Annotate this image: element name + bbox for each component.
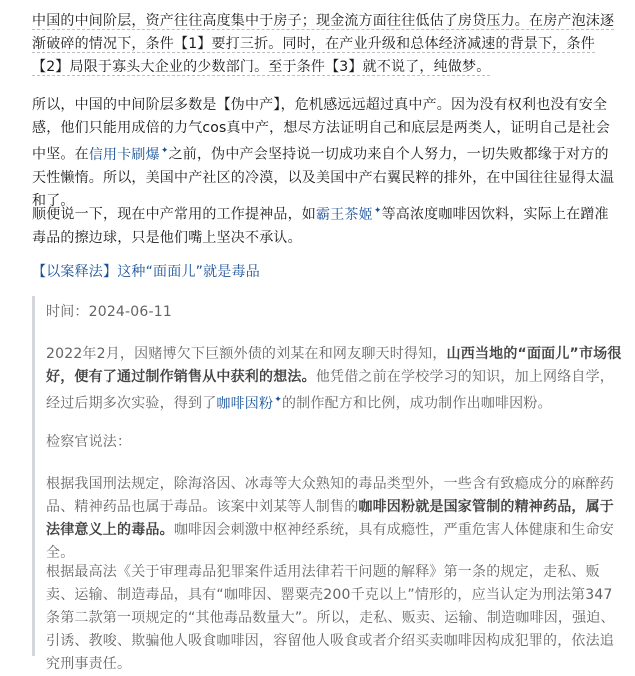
- quote-paragraph-3-bold: 咖啡因粉就是国家管制的精神药品，属于法律意义上的毒品。: [46, 499, 615, 538]
- credit-card-link[interactable]: [89, 147, 169, 163]
- intro-paragraph-3-text-b: 等高浓度咖啡因饮料，实际上在蹭准毒品的擦边球，只是他们嘴上坚决不承认。: [32, 206, 609, 246]
- intro-paragraph-1-text: 中国的中间阶层，资产往往高度集中于房子；现金流方面往往低估了房贷压力。在房产泡沫逐渐破碎的情况下，条件【1】要打三折。同时，在产业升级和总体经济减速的背景下，条件【2】局限于寡头大企业的少数部门。至于条件【3】就不说了，纯做梦。: [32, 13, 615, 75]
- credit-card-link-label[interactable]: 信用卡刷爆: [88, 146, 160, 163]
- quote-paragraph-2: 检察官说法：: [46, 434, 132, 450]
- quote-paragraph-3-text-a: 根据我国刑法规定，除海洛因、冰毒等大众熟知的毒品类型外，一些含有致瘾成分的麻醉药品、精神药品也属于毒品。该案中刘某等人制售的: [46, 476, 614, 515]
- quote-paragraph-3-text-b: 咖啡因会刺激中枢神经系统，具有成瘾性，严重危害人体健康和生命安全。: [46, 522, 615, 561]
- chagee-link[interactable]: [316, 207, 382, 223]
- quote-paragraph-1-text-c: 的制作配方和比例，成功制作出咖啡因粉。: [281, 395, 552, 412]
- spark-icon: ✦: [160, 146, 169, 156]
- section-heading: 【以案释法】这种“面面儿”就是毒品: [32, 264, 260, 280]
- quote-paragraph-1-text-b: 他凭借之前在学校学习的知识，加上网络自学，经过后期多次实验，得到了: [46, 369, 615, 412]
- quote-paragraph-1-text-a: 2022年2月，因赌博欠下巨额外债的刘某在和网友聊天时得知，: [46, 346, 447, 362]
- quote-paragraph-1: [46, 343, 622, 416]
- quote-time: 时间：2024-06-11: [46, 304, 172, 320]
- intro-paragraph-3-text-a: 顺便说一下，现在中产常用的工作提神品，如: [32, 206, 316, 223]
- spark-icon: ✦: [373, 206, 382, 216]
- chagee-link-label[interactable]: 霸王茶姬: [316, 206, 373, 223]
- spark-icon: ✦: [274, 395, 282, 405]
- intro-paragraph-2-text-b: 之前，伪中产会坚持说一切成功来自个人努力，一切失败都缘于对方的天性懒惰。所以，美国中产社区的冷漠，以及美国中产右翼民粹的排外，在中国往往显得太温和了。: [32, 146, 615, 209]
- intro-paragraph-2: [32, 94, 617, 213]
- intro-paragraph-3: [32, 200, 617, 250]
- intro-paragraph-2-text-a: 所以，中国的中间阶层多数是【伪中产】，危机感远远超过真中产。因为没有权利也没有安全感，他们只能用成倍的力气cos真中产，想尽方法证明自己和底层是两类人，证明自己是社会中坚。在: [32, 97, 610, 163]
- quote-paragraph-4: 根据最高法《关于审理毒品犯罪案件适用法律若干问题的解释》第一条的规定，走私、贩卖、运输、制造毒品，具有“咖啡因、罂粟壳200千克以上”情形的，应当认定为刑法第347条第二款第一项规定的“其他毒品数量大”。所以，走私、贩卖、运输、制造咖啡因，强迫、引诱、教唆、欺骗他人吸食咖啡因，容留他人吸食或者介绍买卖咖啡因构成犯罪的，依法追究刑事责任。: [46, 564, 615, 672]
- caffeine-powder-link[interactable]: [216, 396, 282, 412]
- caffeine-powder-link-label[interactable]: 咖啡因粉: [216, 395, 274, 412]
- intro-paragraph-1: [32, 10, 617, 79]
- quote-paragraph-1-bold: 山西当地的“面面儿”市场很好，便有了通过制作销售从中获利的想法。: [46, 346, 622, 385]
- quote-paragraph-3: [46, 473, 622, 565]
